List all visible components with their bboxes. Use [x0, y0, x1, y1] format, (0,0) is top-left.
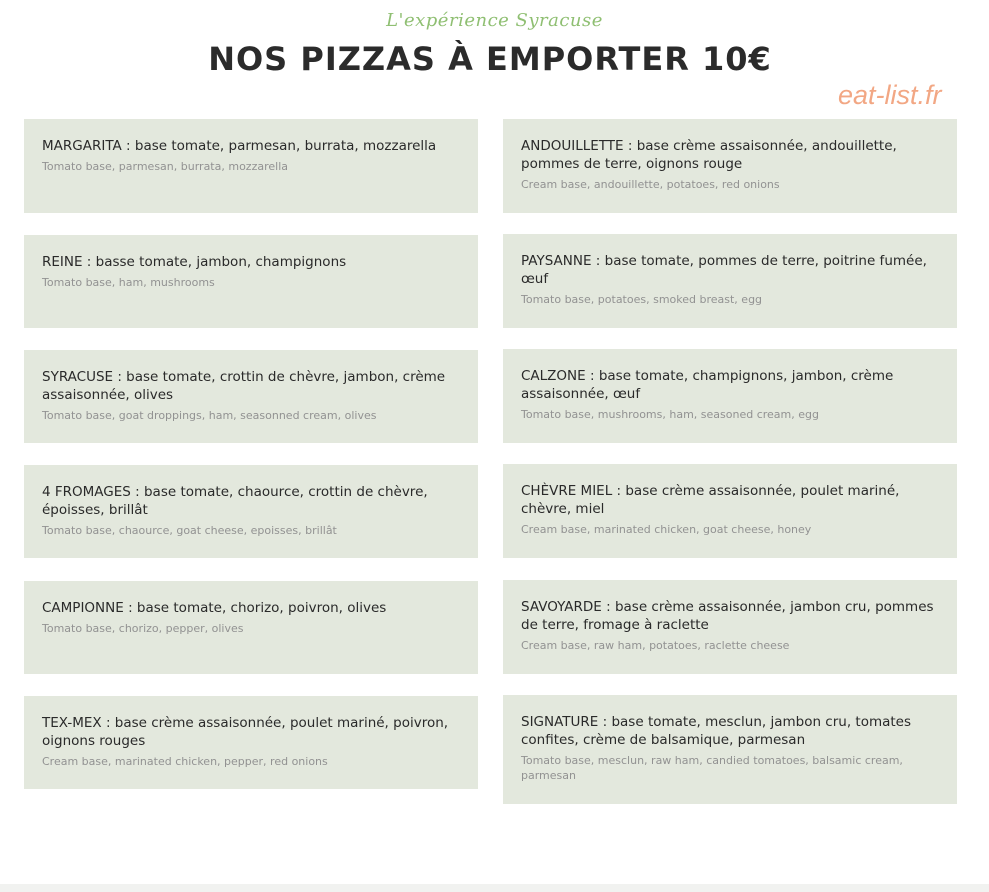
- pizza-description: Cream base, marinated chicken, pepper, red onions: [42, 755, 328, 768]
- pizza-name: SAVOYARDE : base crème assaisonnée, jambon cru, pommes de terre, fromage à raclette: [521, 599, 934, 633]
- pizza-description: Cream base, raw ham, potatoes, raclette cheese: [521, 639, 790, 652]
- pizza-description: Cream base, marinated chicken, goat cheese, honey: [521, 523, 812, 536]
- pizza-card-savoyarde: [503, 580, 957, 674]
- pizza-name: TEX-MEX : base crème assaisonnée, poulet mariné, poivron, oignons rouges: [42, 715, 449, 749]
- pizza-description: Tomato base, chorizo, pepper, olives: [42, 622, 244, 635]
- pizza-description: Tomato base, parmesan, burrata, mozzarella: [42, 160, 288, 173]
- pizza-card-campionne: [24, 581, 478, 674]
- pizza-name: SYRACUSE : base tomate, crottin de chèvre, jambon, crème assaisonnée, olives: [42, 369, 446, 403]
- pizza-name: 4 FROMAGES : base tomate, chaource, crottin de chèvre, époisses, brillât: [42, 484, 428, 518]
- pizza-card-calzone: [503, 349, 957, 443]
- pizza-description: Tomato base, ham, mushrooms: [42, 276, 215, 289]
- watermark: eat-list.fr: [838, 80, 942, 110]
- pizza-name: ANDOUILLETTE : base crème assaisonnée, andouillette, pommes de terre, oignons rouge: [521, 138, 897, 172]
- pizza-card-reine: [24, 235, 478, 328]
- pizza-card-syracuse: [24, 350, 478, 443]
- tagline: L'expérience Syracuse: [386, 10, 603, 31]
- pizza-card-4-fromages: [24, 465, 478, 558]
- pizza-description: Tomato base, mushrooms, ham, seasoned cream, egg: [521, 408, 819, 421]
- pizza-name: CHÈVRE MIEL : base crème assaisonnée, poulet mariné, chèvre, miel: [521, 483, 900, 517]
- page-footer-strip: [0, 884, 989, 892]
- pizza-name: PAYSANNE : base tomate, pommes de terre, poitrine fumée, œuf: [521, 253, 927, 287]
- pizza-name: SIGNATURE : base tomate, mesclun, jambon cru, tomates confites, crème de balsamique, parmesan: [521, 714, 912, 748]
- pizza-card-chevre-miel: [503, 464, 957, 558]
- pizza-description: Tomato base, mesclun, raw ham, candied tomatoes, balsamic cream, parmesan: [521, 754, 903, 782]
- pizza-description: Tomato base, potatoes, smoked breast, egg: [521, 293, 763, 306]
- pizza-card-andouillette: [503, 119, 957, 213]
- pizza-card-margarita: [24, 119, 478, 213]
- pizza-name: CAMPIONNE : base tomate, chorizo, poivron, olives: [42, 600, 387, 616]
- pizza-description: Tomato base, goat droppings, ham, seasonned cream, olives: [42, 409, 377, 422]
- pizza-name: REINE : basse tomate, jambon, champignons: [42, 254, 347, 270]
- pizza-description: Tomato base, chaource, goat cheese, epoisses, brillât: [42, 524, 337, 537]
- pizza-name: MARGARITA : base tomate, parmesan, burrata, mozzarella: [42, 138, 437, 154]
- pizza-card-signature: [503, 695, 957, 804]
- pizza-card-tex-mex: [24, 696, 478, 789]
- page-title: NOS PIZZAS À EMPORTER 10€: [208, 40, 772, 78]
- pizza-name: CALZONE : base tomate, champignons, jambon, crème assaisonnée, œuf: [521, 368, 894, 402]
- pizza-card-paysanne: [503, 234, 957, 328]
- pizza-description: Cream base, andouillette, potatoes, red onions: [521, 178, 780, 191]
